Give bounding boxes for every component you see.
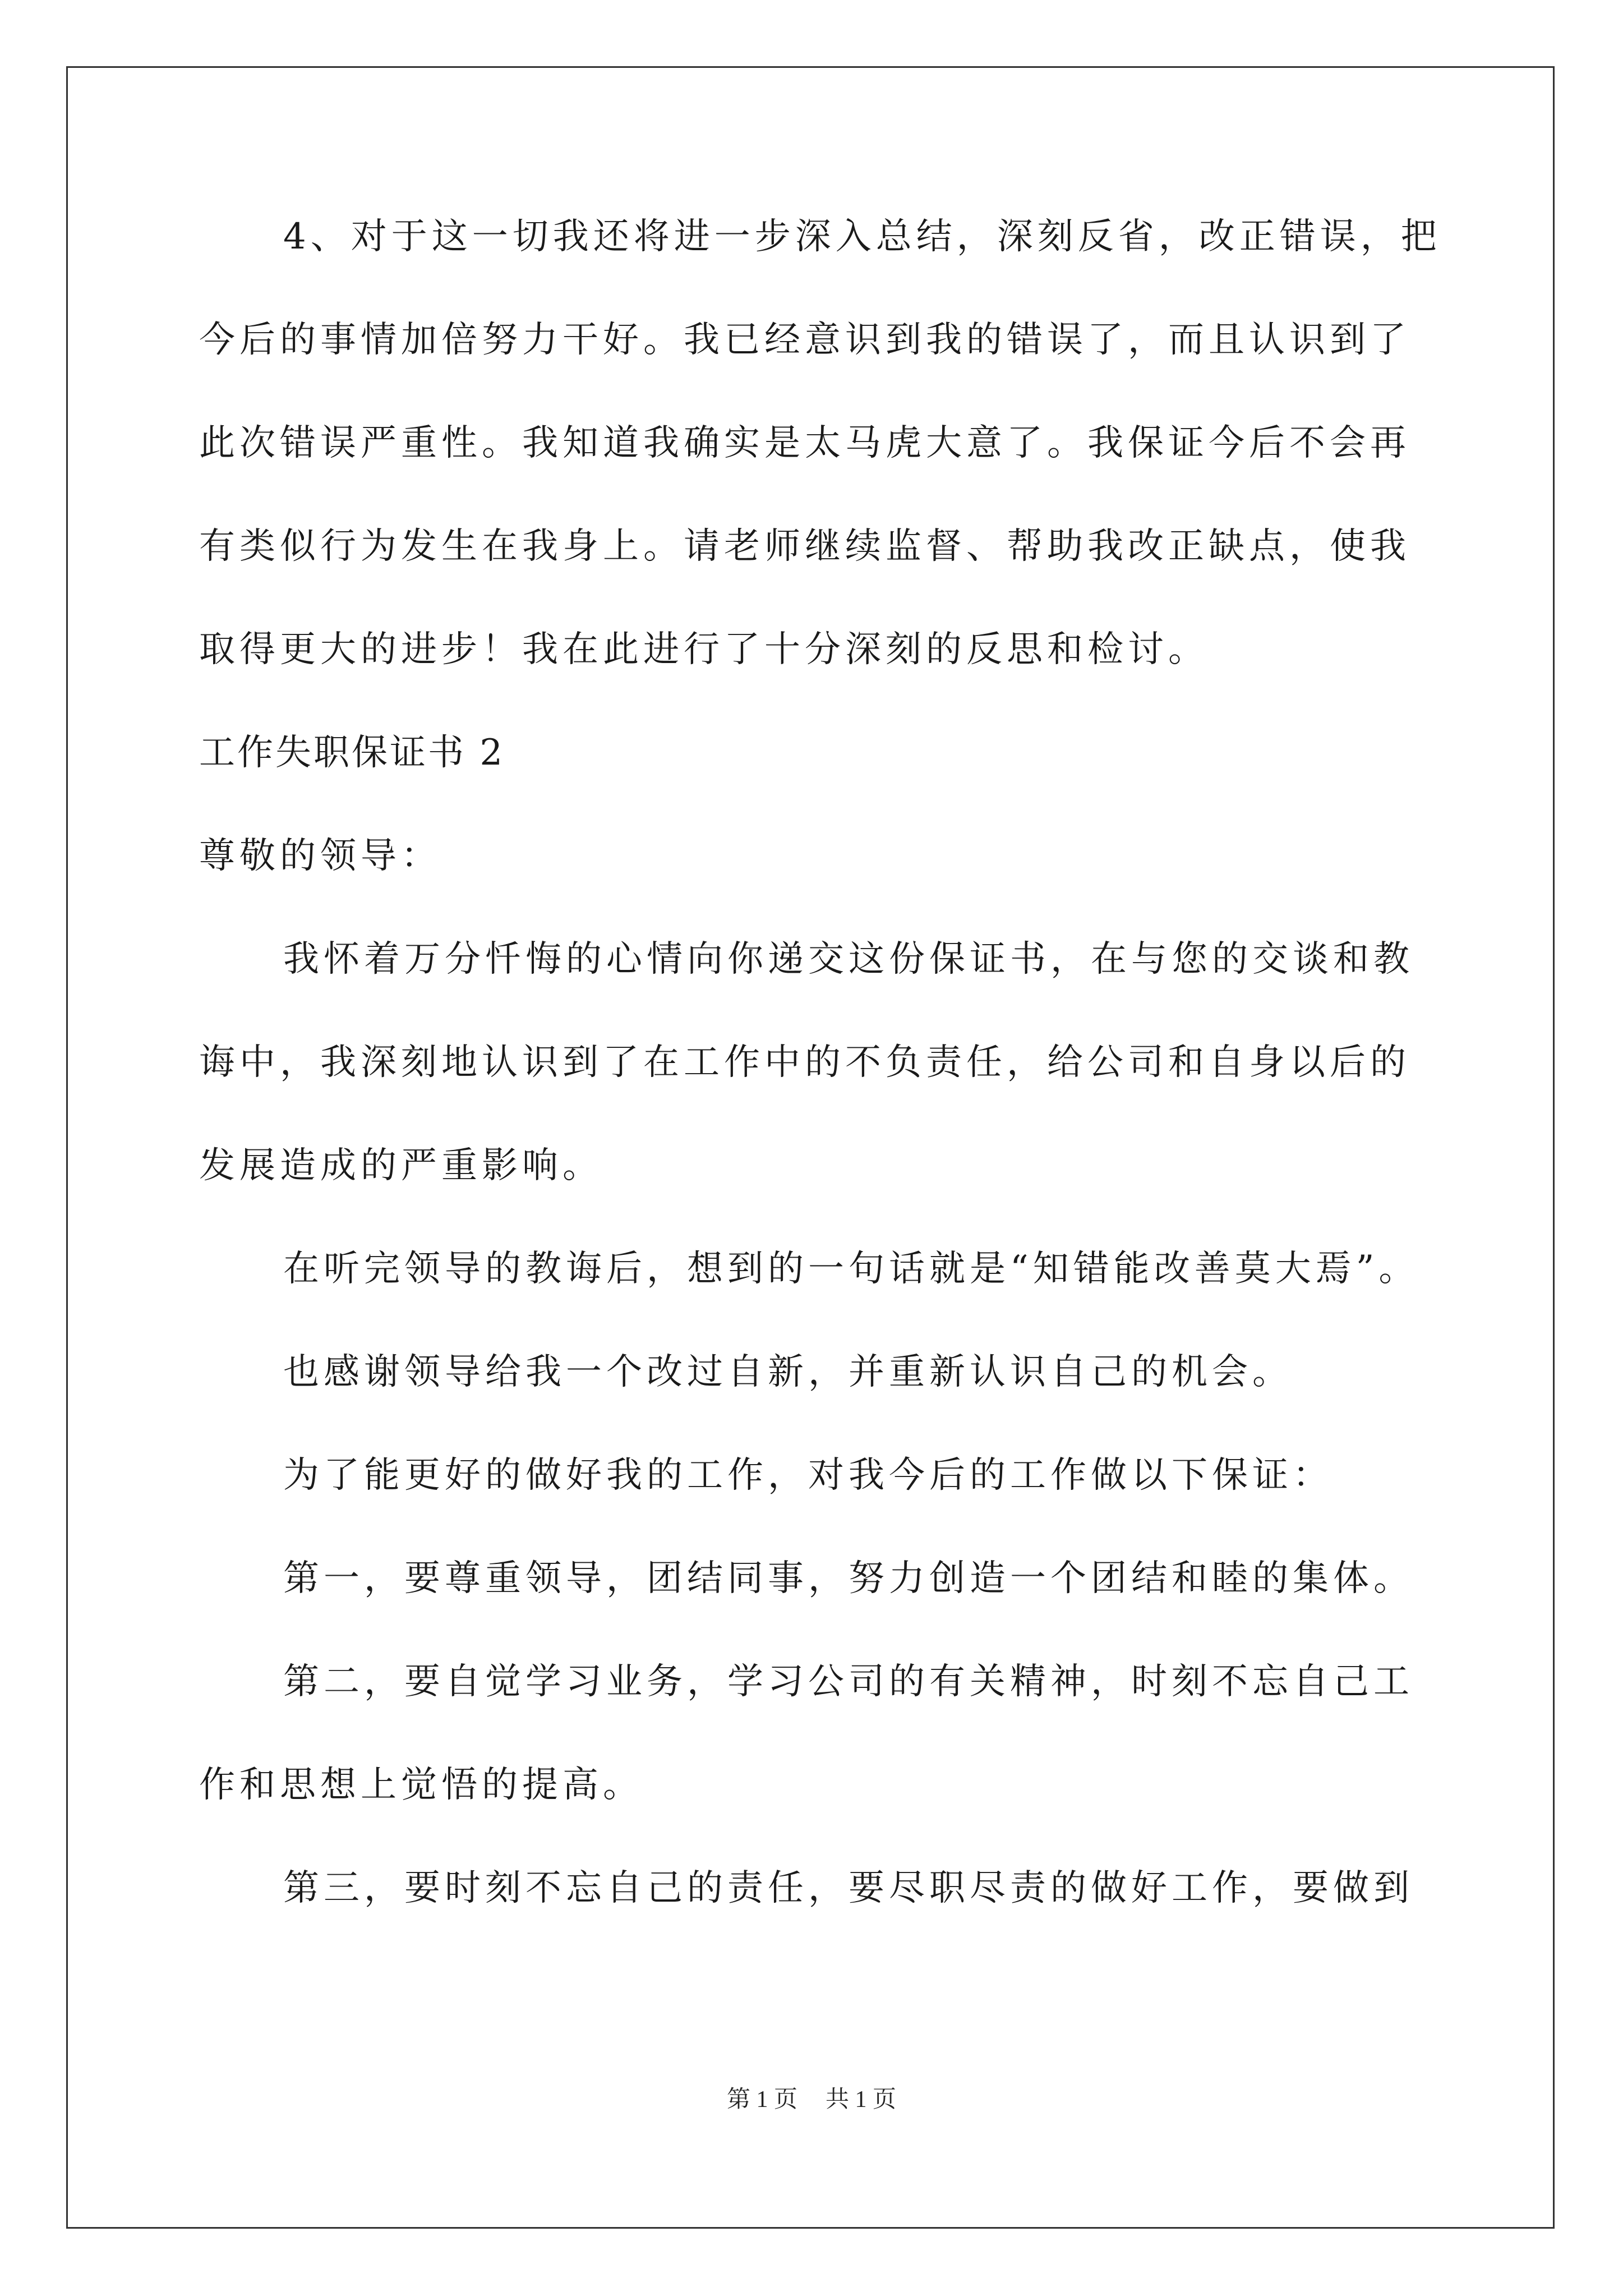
paragraph-line: 第三，要时刻不忘自己的责任，要尽职尽责的做好工作，要做到	[283, 1867, 1414, 1909]
paragraph-line: 今后的事情加倍努力干好。我已经意识到我的错误了，而且认识到了	[199, 319, 1410, 361]
paragraph-line: 发展造成的严重影响。	[199, 1145, 603, 1186]
paragraph-line: 也感谢领导给我一个改过自新，并重新认识自己的机会。	[283, 1351, 1293, 1393]
paragraph-line: 此次错误严重性。我知道我确实是太马虎大意了。我保证今后不会再	[199, 422, 1410, 464]
page-total: 共 1 页	[826, 2087, 897, 2113]
paragraph-line: 第一，要尊重领导，团结同事，努力创造一个团结和睦的集体。	[283, 1558, 1414, 1599]
paragraph-line: 有类似行为发生在我身上。请老师继续监督、帮助我改正缺点，使我	[199, 526, 1410, 567]
salutation: 尊敬的领导：	[199, 835, 441, 877]
paragraph-line: 为了能更好的做好我的工作，对我今后的工作做以下保证：	[283, 1455, 1333, 1496]
section-title: 工作失职保证书 2	[199, 732, 505, 774]
document-body	[199, 216, 1441, 1973]
paragraph-line: 我怀着万分忏悔的心情向你递交这份保证书，在与您的交谈和教	[283, 938, 1414, 980]
paragraph-line: 作和思想上觉悟的提高。	[199, 1764, 643, 1806]
paragraph-line: 第二，要自觉学习业务，学习公司的有关精神，时刻不忘自己工	[283, 1661, 1414, 1703]
page-number: 第 1 页	[726, 2087, 797, 2113]
paragraph-line: 4、对于这一切我还将进一步深入总结，深刻反省，改正错误，把	[283, 216, 1441, 257]
paragraph-line: 诲中，我深刻地认识到了在工作中的不负责任，给公司和自身以后的	[199, 1042, 1410, 1083]
paragraph-line: 取得更大的进步！我在此进行了十分深刻的反思和检讨。	[199, 629, 1209, 670]
paragraph-line: 在听完领导的教诲后，想到的一句话就是“知错能改善莫大焉”。	[283, 1248, 1419, 1290]
page-footer	[0, 2088, 1623, 2111]
